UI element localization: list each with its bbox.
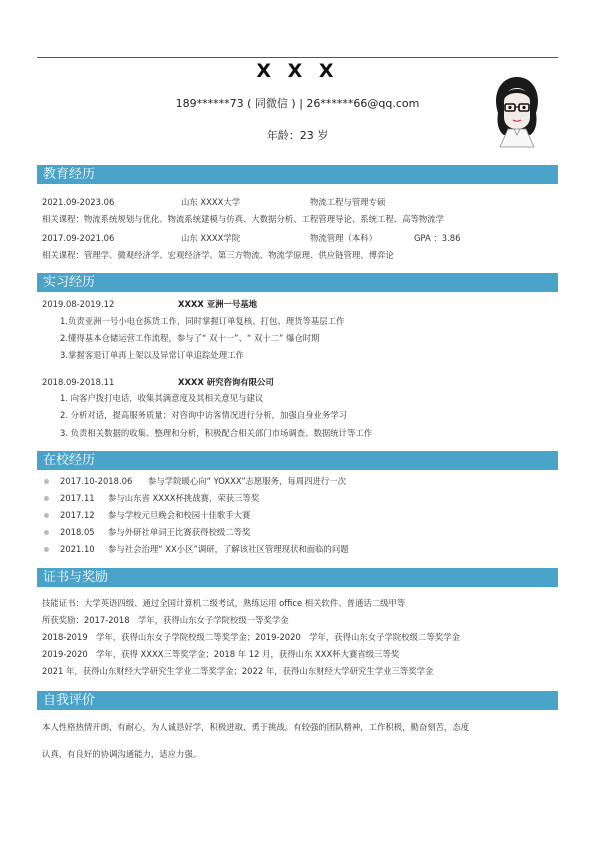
section-title: 自我评价 bbox=[43, 693, 96, 708]
self-eval-line: 本人性格热情开朗，有耐心，为人诚恳好学，积极进取，勇于挑战。有较强的团队精神，工作积极，勤奋刻苦，态度 bbox=[42, 722, 470, 732]
job-date: 2018.09-2018.11 bbox=[42, 377, 115, 387]
bullet-dot bbox=[44, 479, 49, 484]
job-duty: 2. 分析对话，提高服务质量；对咨询中访客情况进行分析，加强自身业务学习 bbox=[60, 410, 348, 420]
section-title: 证书与奖励 bbox=[43, 570, 109, 585]
job-company: XXXX 研究咨询有限公司 bbox=[178, 377, 274, 387]
education-courses: 相关课程：物流系统规划与优化、物流系统建模与仿真、大数据分析、工程管理导论、系统工程、高等物流学 bbox=[42, 214, 444, 224]
activity-date: 2018.05 bbox=[60, 527, 95, 537]
activity-date: 2021.10 bbox=[60, 544, 95, 554]
cert-line: 所获奖励：2017-2018 学年，获得山东女子学院校级一等奖学金 bbox=[42, 615, 289, 625]
section-education-header bbox=[37, 165, 558, 184]
job-company: XXXX 亚洲一号基地 bbox=[178, 299, 257, 309]
activity-text: 参与外研社单词王比赛获得校级二等奖 bbox=[108, 527, 251, 537]
cert-line: 2019-2020 学年，获得 XXXX三等奖学金；2018 年 12 月，获得山东 XXX杯大赛省级三等奖 bbox=[42, 649, 400, 659]
section-self-header bbox=[37, 691, 558, 710]
header-rule bbox=[37, 57, 558, 58]
job-duty: 3. 负责相关数据的收集、整理和分析，积极配合相关部门市场调查、数据统计等工作 bbox=[60, 428, 373, 438]
job-duty: 1. 向客户拨打电话，收集其满意度及其相关意见与建议 bbox=[60, 393, 264, 403]
self-eval-line: 认真，有良好的协调沟通能力，适应力强。 bbox=[42, 749, 202, 759]
section-certs-header bbox=[37, 568, 558, 587]
activity-text: 参与学校元旦晚会和校园十佳歌手大赛 bbox=[108, 510, 251, 520]
bullet-dot bbox=[44, 547, 49, 552]
contact-info: 189******73 ( 同微信 ) | 26******66@qq.com bbox=[175, 97, 420, 110]
activity-text: 参与学院暖心向“ YOXXX”志愿服务，每周四进行一次 bbox=[148, 476, 347, 486]
activity-date: 2017.10-2018.06 bbox=[60, 476, 133, 486]
edu-major: 物流管理（本科） bbox=[310, 233, 377, 243]
edu-school: 山东 XXXX学院 bbox=[181, 233, 241, 243]
cert-line: 2021 年，获得山东财经大学研究生学业二等奖学金；2022 年，获得山东财经大学研究生学业三等奖学金 bbox=[42, 666, 434, 676]
activity-text: 参与社会治理“ XX小区”调研，了解该社区管理现状和面临的问题 bbox=[108, 544, 349, 554]
section-title: 教育经历 bbox=[43, 167, 96, 182]
avatar-illustration bbox=[484, 73, 550, 151]
cert-line: 2018-2019 学年，获得山东女子学院校级二等奖学金；2019-2020 学年，获得山东女子学院校级二等奖学金 bbox=[42, 632, 460, 642]
section-title: 实习经历 bbox=[43, 275, 96, 290]
cert-line: 技能证书：大学英语四级、通过全国计算机二级考试，熟练运用 office 相关软件、普通话二级甲等 bbox=[42, 598, 406, 608]
section-title: 在校经历 bbox=[43, 453, 96, 468]
job-date: 2019.08-2019.12 bbox=[42, 299, 115, 309]
activity-date: 2017.12 bbox=[60, 510, 95, 520]
section-internship-header bbox=[37, 273, 558, 292]
edu-major: 物流工程与管理专硕 bbox=[310, 197, 386, 207]
candidate-name: X X X bbox=[256, 60, 339, 82]
activity-text: 参与山东省 XXXX杯挑战赛，荣获三等奖 bbox=[108, 493, 260, 503]
edu-date: 2021.09-2023.06 bbox=[42, 197, 115, 207]
edu-date: 2017.09-2021.06 bbox=[42, 233, 115, 243]
bullet-dot bbox=[44, 496, 49, 501]
job-duty: 3.掌握客退订单再上架以及异常订单追踪处理工作 bbox=[60, 350, 244, 360]
age-info: 年龄：23 岁 bbox=[266, 129, 329, 142]
bullet-dot bbox=[44, 530, 49, 535]
job-duty: 1.负责亚洲一号小电仓拣货工作，同时掌握订单复核、打包、理货等基层工作 bbox=[60, 316, 345, 326]
job-duty: 2.懂得基本仓储运营工作流程，参与了“ 双十一”、“ 双十二” 爆仓时期 bbox=[60, 333, 320, 343]
activity-date: 2017.11 bbox=[60, 493, 95, 503]
edu-school: 山东 XXXX大学 bbox=[181, 197, 241, 207]
bullet-dot bbox=[44, 513, 49, 518]
section-campus-header bbox=[37, 451, 558, 470]
education-courses: 相关课程：管理学、微观经济学、宏观经济学、第三方物流、物流学原理、供应链管理、博弈论 bbox=[42, 250, 394, 260]
edu-gpa: GPA ：3.86 bbox=[414, 233, 461, 243]
